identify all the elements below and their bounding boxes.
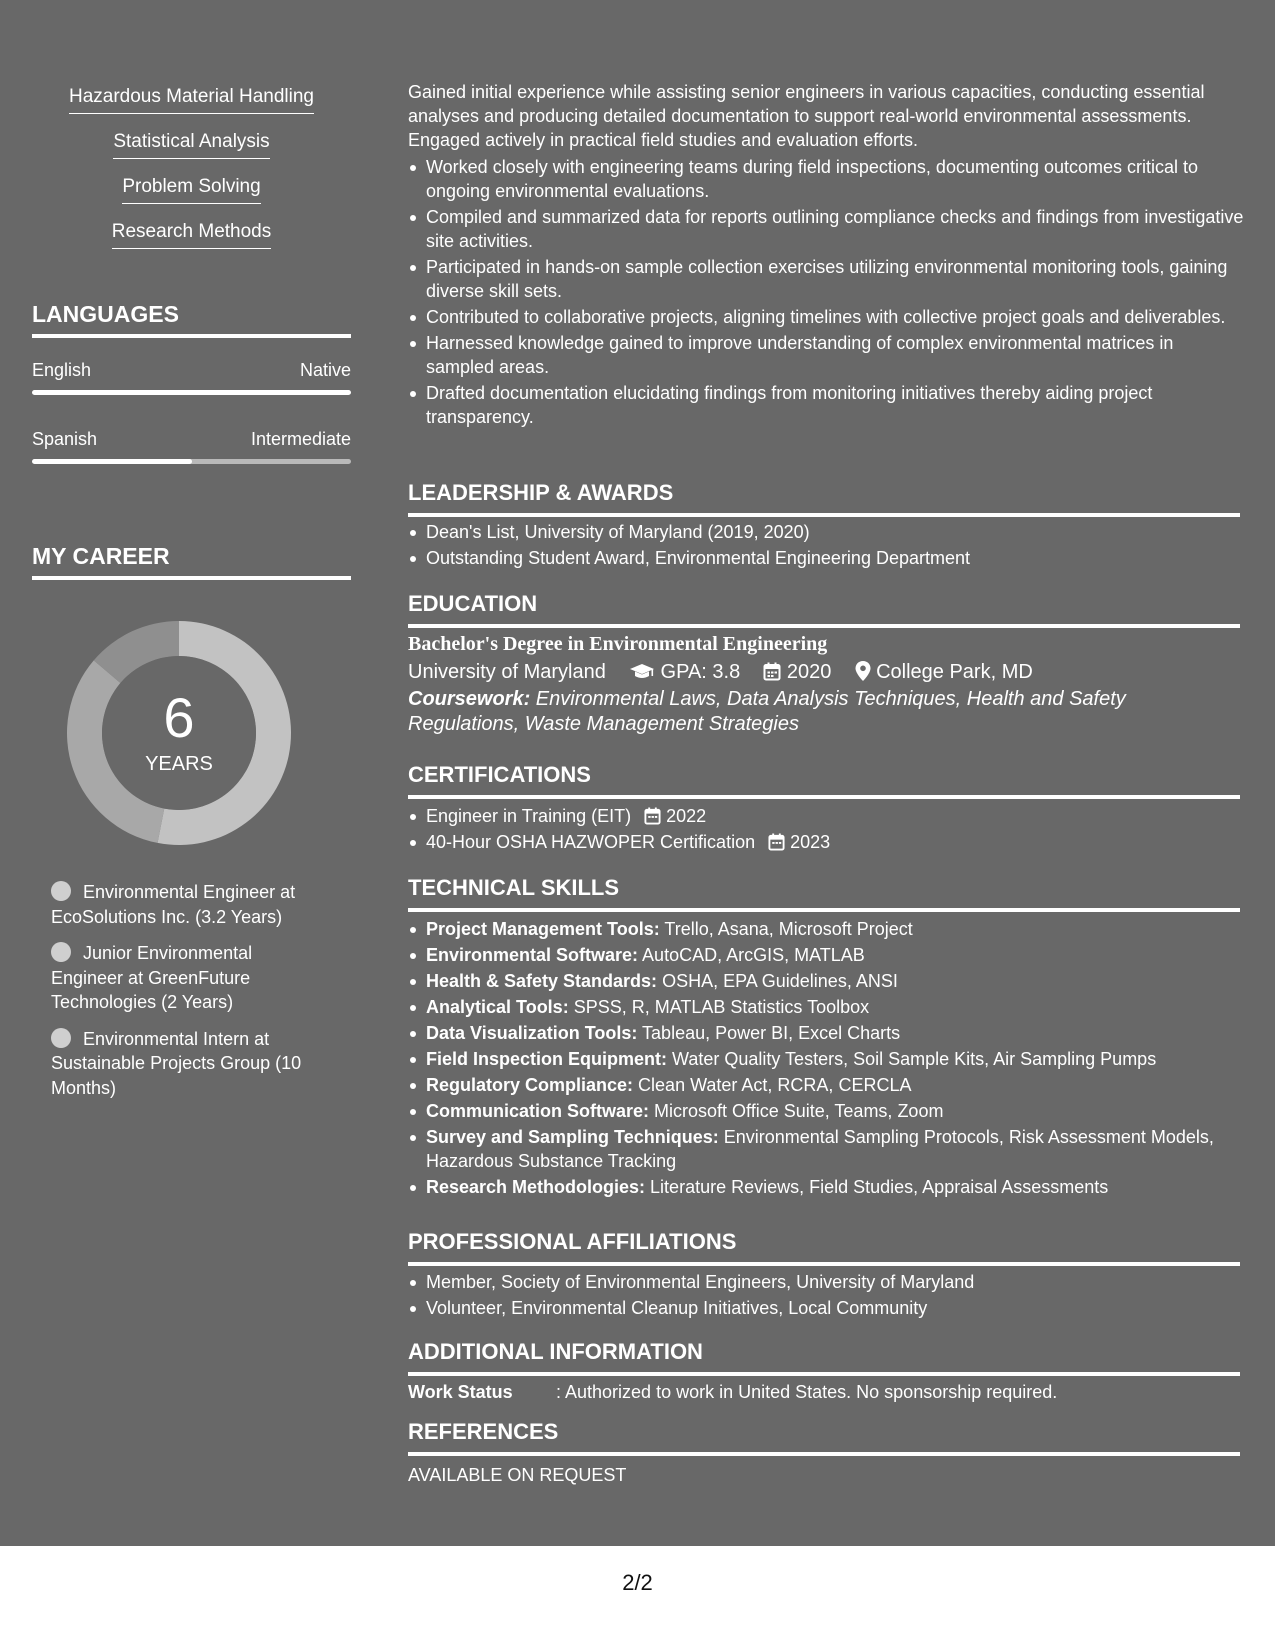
coursework-label: Coursework: bbox=[408, 688, 531, 710]
gpa: GPA: 3.8 bbox=[660, 661, 741, 683]
skill-category: Data Visualization Tools: bbox=[426, 1023, 638, 1043]
skill-category: Regulatory Compliance: bbox=[426, 1075, 634, 1095]
career-item-text: Environmental Engineer at EcoSolutions Inc. (3.2 Years) bbox=[51, 882, 296, 927]
certification-year: 2023 bbox=[790, 832, 831, 852]
technical-skills-list bbox=[408, 917, 1258, 1201]
list-item bbox=[426, 1073, 1258, 1097]
work-status-label: Work Status bbox=[408, 1382, 513, 1402]
affiliations-heading: PROFESSIONAL AFFILIATIONS bbox=[408, 1228, 1240, 1266]
list-item bbox=[426, 969, 1258, 993]
list-item bbox=[426, 804, 1258, 828]
list-item bbox=[426, 1125, 1258, 1173]
work-status-row bbox=[408, 1380, 1240, 1404]
skill-values: Environmental Sampling Protocols, Risk Assessment Models, Hazardous Substance Tracking bbox=[426, 1127, 1214, 1171]
skill-tag[interactable]: Problem Solving bbox=[122, 176, 260, 204]
career-item bbox=[51, 1027, 321, 1101]
location-pin-icon bbox=[855, 661, 871, 681]
language-level: Native bbox=[299, 360, 351, 380]
education-heading: EDUCATION bbox=[408, 590, 1240, 628]
skill-values: Water Quality Testers, Soil Sample Kits, Air Sampling Pumps bbox=[667, 1049, 1157, 1069]
coursework bbox=[408, 687, 1240, 737]
affiliations-list bbox=[408, 1270, 1258, 1322]
list-item: Participated in hands-on sample collection exercises utilizing environmental monitoring tools, gaining diverse skill sets. bbox=[426, 255, 1246, 303]
career-item-text: Junior Environmental Engineer at GreenFuture Technologies (2 Years) bbox=[51, 943, 253, 1012]
skill-tag[interactable]: Hazardous Material Handling bbox=[69, 86, 314, 114]
language-proficiency-bar bbox=[32, 390, 351, 395]
career-total-number: 6 bbox=[163, 686, 195, 749]
skill-values: Literature Reviews, Field Studies, Appraisal Assessments bbox=[645, 1177, 1109, 1197]
languages-heading: LANGUAGES bbox=[32, 300, 351, 338]
certification-year: 2022 bbox=[666, 806, 707, 826]
skill-values: OSHA, EPA Guidelines, ANSI bbox=[657, 971, 898, 991]
skill-category: Environmental Software: bbox=[426, 945, 639, 965]
list-item: Contributed to collaborative projects, aligning timelines with collective project goals and deliverables. bbox=[426, 305, 1246, 329]
calendar-icon bbox=[644, 807, 661, 825]
career-list bbox=[51, 880, 321, 1112]
leadership-list bbox=[408, 520, 1258, 572]
degree-title: Bachelor's Degree in Environmental Engineering bbox=[408, 633, 828, 655]
calendar-icon bbox=[763, 662, 781, 681]
list-item bbox=[426, 1175, 1258, 1199]
certification-name: 40-Hour OSHA HAZWOPER Certification bbox=[426, 832, 756, 852]
list-item bbox=[426, 1047, 1258, 1071]
skill-values: Trello, Asana, Microsoft Project bbox=[659, 919, 913, 939]
list-item: Worked closely with engineering teams during field inspections, documenting outcomes critical to ongoing environmental evaluations. bbox=[426, 155, 1246, 203]
skill-values: SPSS, R, MATLAB Statistics Toolbox bbox=[568, 997, 870, 1017]
additional-info-heading: ADDITIONAL INFORMATION bbox=[408, 1338, 1240, 1376]
work-status-value: : Authorized to work in United States. No sponsorship required. bbox=[556, 1382, 1058, 1402]
education-details bbox=[408, 657, 1240, 687]
school-name: University of Maryland bbox=[408, 661, 606, 683]
list-item: Compiled and summarized data for reports outlining compliance checks and findings from investigative site activities. bbox=[426, 205, 1246, 253]
skill-tag[interactable]: Statistical Analysis bbox=[113, 131, 269, 159]
career-donut bbox=[66, 620, 292, 846]
skill-category: Field Inspection Equipment: bbox=[426, 1049, 668, 1069]
leadership-heading: LEADERSHIP & AWARDS bbox=[408, 479, 1240, 517]
references-heading: REFERENCES bbox=[408, 1418, 1240, 1456]
language-name: Spanish bbox=[32, 429, 98, 449]
language-name: English bbox=[32, 360, 92, 380]
skill-category: Communication Software: bbox=[426, 1101, 650, 1121]
list-item bbox=[426, 995, 1258, 1019]
career-dot-icon bbox=[51, 1028, 71, 1048]
list-item bbox=[426, 917, 1258, 941]
list-item bbox=[426, 1021, 1258, 1045]
skill-tag[interactable]: Research Methods bbox=[112, 221, 271, 249]
skill-category: Survey and Sampling Techniques: bbox=[426, 1127, 719, 1147]
language-level: Intermediate bbox=[250, 429, 351, 449]
language-proficiency-bar bbox=[32, 459, 351, 464]
technical-skills-heading: TECHNICAL SKILLS bbox=[408, 874, 1240, 912]
language-proficiency-fill bbox=[32, 390, 351, 395]
career-item bbox=[51, 941, 321, 1015]
language-row bbox=[32, 360, 351, 404]
experience-summary: Gained initial experience while assisting senior engineers in various capacities, conducting essential analyses and producing detailed documentation to support real-world environmental assessments. Engaged actively in practical field studies and evaluation efforts. bbox=[408, 82, 1205, 150]
list-item: Volunteer, Environmental Cleanup Initiatives, Local Community bbox=[426, 1296, 1258, 1320]
references-text: AVAILABLE ON REQUEST bbox=[408, 1465, 627, 1485]
skill-category: Research Methodologies: bbox=[426, 1177, 646, 1197]
career-heading: MY CAREER bbox=[32, 542, 351, 580]
skill-category: Project Management Tools: bbox=[426, 919, 660, 939]
career-total-unit: YEARS bbox=[145, 753, 213, 775]
list-item bbox=[426, 943, 1258, 967]
skill-category: Analytical Tools: bbox=[426, 997, 569, 1017]
experience-bullets bbox=[408, 155, 1246, 431]
school-location: College Park, MD bbox=[876, 661, 1033, 683]
education-entry bbox=[408, 631, 1240, 737]
list-item: Dean's List, University of Maryland (2019, 2020) bbox=[426, 520, 1258, 544]
skill-values: Microsoft Office Suite, Teams, Zoom bbox=[649, 1101, 944, 1121]
list-item bbox=[426, 830, 1258, 854]
language-proficiency-fill bbox=[32, 459, 192, 464]
calendar-icon bbox=[768, 833, 785, 851]
list-item: Drafted documentation elucidating findings from monitoring initiatives thereby aiding project transparency. bbox=[426, 381, 1246, 429]
skill-values: Clean Water Act, RCRA, CERCLA bbox=[633, 1075, 912, 1095]
page-number: 2/2 bbox=[622, 1570, 653, 1595]
certifications-heading: CERTIFICATIONS bbox=[408, 761, 1240, 799]
skill-values: Tableau, Power BI, Excel Charts bbox=[637, 1023, 901, 1043]
language-row bbox=[32, 429, 351, 473]
coursework-list: Environmental Laws, Data Analysis Techniques, Health and Safety Regulations, Waste Management Strategies bbox=[408, 688, 1126, 735]
certification-name: Engineer in Training (EIT) bbox=[426, 806, 632, 826]
career-dot-icon bbox=[51, 942, 71, 962]
skills-list bbox=[32, 86, 351, 266]
career-item bbox=[51, 880, 321, 929]
list-item: Member, Society of Environmental Engineers, University of Maryland bbox=[426, 1270, 1258, 1294]
career-item-text: Environmental Intern at Sustainable Projects Group (10 Months) bbox=[51, 1028, 302, 1098]
graduation-year: 2020 bbox=[786, 661, 832, 683]
certifications-list bbox=[408, 804, 1258, 856]
list-item bbox=[426, 1099, 1258, 1123]
list-item: Outstanding Student Award, Environmental Engineering Department bbox=[426, 546, 1258, 570]
list-item: Harnessed knowledge gained to improve understanding of complex environmental matrices in sampled areas. bbox=[426, 331, 1246, 379]
skill-category: Health & Safety Standards: bbox=[426, 971, 658, 991]
career-dot-icon bbox=[51, 881, 71, 901]
graduation-cap-icon bbox=[629, 663, 655, 681]
skill-values: AutoCAD, ArcGIS, MATLAB bbox=[638, 945, 865, 965]
